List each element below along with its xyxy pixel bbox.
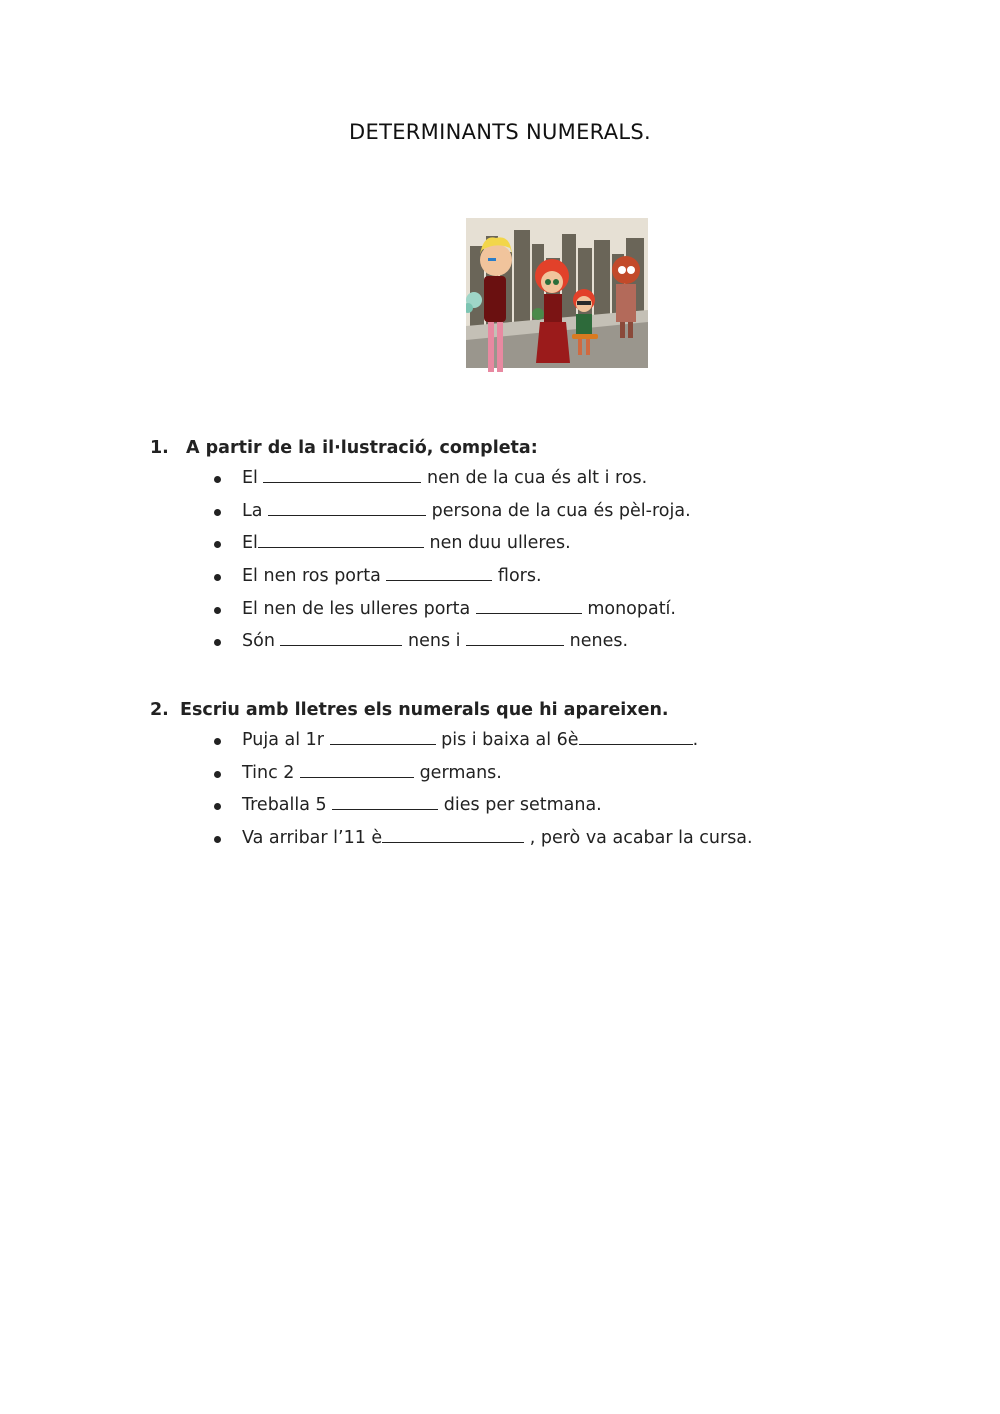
question-1-heading [150, 434, 691, 462]
item-text: persona de la cua és pèl-roja. [426, 500, 691, 521]
list-item [150, 495, 691, 528]
item-text: germans. [414, 762, 502, 783]
item-text: El nen de les ulleres porta [242, 598, 476, 619]
question-2-list [150, 724, 753, 855]
list-item [150, 560, 691, 593]
question-1 [150, 434, 691, 658]
answer-blank[interactable] [382, 824, 524, 843]
item-text: nenes. [564, 631, 629, 652]
item-text: La [242, 500, 269, 521]
item-text: nen duu ulleres. [423, 533, 571, 554]
answer-blank[interactable] [280, 627, 402, 646]
list-item [150, 724, 753, 757]
list-item [150, 789, 753, 822]
answer-blank[interactable] [268, 497, 426, 516]
item-text: . [692, 730, 699, 750]
item-text: El [242, 533, 258, 554]
question-2 [150, 696, 753, 855]
list-item [150, 593, 691, 626]
answer-blank[interactable] [476, 595, 582, 614]
question-2-heading [150, 696, 753, 724]
item-text: nens i [402, 631, 467, 652]
question-number: 1. [150, 438, 169, 458]
item-text: monopatí. [581, 598, 676, 619]
list-item [150, 822, 753, 855]
list-item [150, 757, 753, 790]
item-text: nen de la cua és alt i ros. [421, 468, 648, 488]
item-text: El [242, 468, 264, 488]
answer-blank[interactable] [386, 562, 492, 581]
illustration [466, 218, 648, 380]
page-title: DETERMINANTS NUMERALS. [349, 120, 651, 144]
question-text: Escriu amb lletres els numerals que hi apareixen. [180, 700, 669, 720]
item-text: El nen ros porta [242, 566, 387, 587]
question-text: A partir de la il·lustració, completa: [186, 438, 538, 458]
question-1-list [150, 462, 691, 658]
item-text: Va arribar l’11 è [242, 828, 383, 849]
answer-blank[interactable] [263, 464, 421, 483]
item-text: Treballa 5 [242, 795, 333, 816]
answer-blank[interactable] [466, 627, 564, 646]
answer-blank[interactable] [258, 529, 424, 548]
answer-blank[interactable] [332, 791, 438, 810]
item-text: dies per setmana. [438, 795, 602, 816]
answer-blank[interactable] [300, 759, 414, 778]
answer-blank[interactable] [330, 726, 436, 745]
list-item [150, 527, 691, 560]
item-text: pis i baixa al 6è [435, 730, 579, 750]
item-text: flors. [492, 566, 542, 587]
item-text: Tinc 2 [242, 762, 300, 783]
question-number: 2. [150, 700, 169, 720]
item-text: Són [242, 631, 281, 652]
item-text: , però va acabar la cursa. [524, 828, 753, 849]
list-item [150, 462, 691, 495]
item-text: Puja al 1r [242, 730, 330, 750]
list-item [150, 625, 691, 658]
answer-blank[interactable] [579, 726, 693, 745]
